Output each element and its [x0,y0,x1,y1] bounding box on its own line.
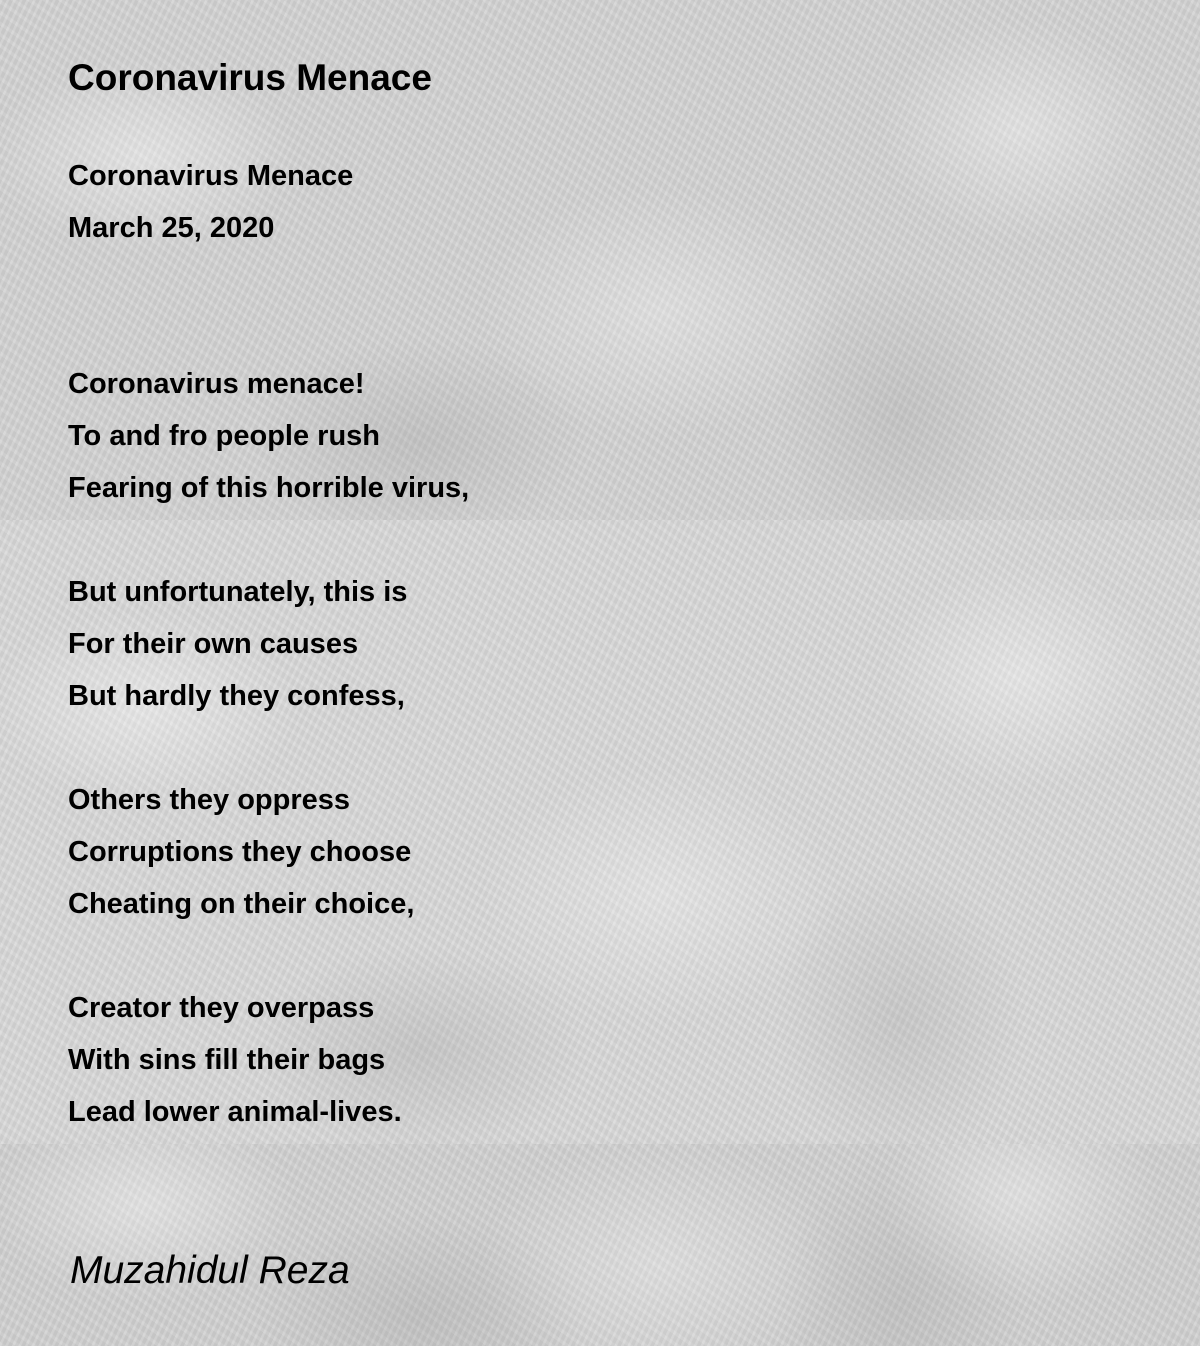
poem-line [68,722,469,774]
poem-line: Lead lower animal-lives. [68,1096,402,1128]
poem-line: Fearing of this horrible virus, [68,472,470,504]
poem-line: For their own causes [68,628,359,660]
background-panel-bottom [0,1144,1200,1346]
poem-line: Coronavirus Menace [68,160,354,192]
poem-title: Coronavirus Menace [68,57,432,98]
poem-line [68,254,469,306]
poem-line: Corruptions they choose [68,836,412,868]
poem-line: But hardly they confess, [68,680,405,712]
poem-line [68,930,469,982]
poem-line: Coronavirus menace! [68,368,365,400]
poem-line: Cheating on their choice, [68,888,415,920]
poem-line: With sins fill their bags [68,1044,386,1076]
poem-line: But unfortunately, this is [68,576,408,608]
poem-line: March 25, 2020 [68,212,275,244]
poem-line [68,306,469,358]
poem-line [68,514,469,566]
poem-line: Others they oppress [68,784,351,816]
poem-body [68,150,469,1138]
poem-line: Creator they overpass [68,992,375,1024]
poem-line: To and fro people rush [68,420,381,452]
author-name: Muzahidul Reza [70,1249,350,1292]
